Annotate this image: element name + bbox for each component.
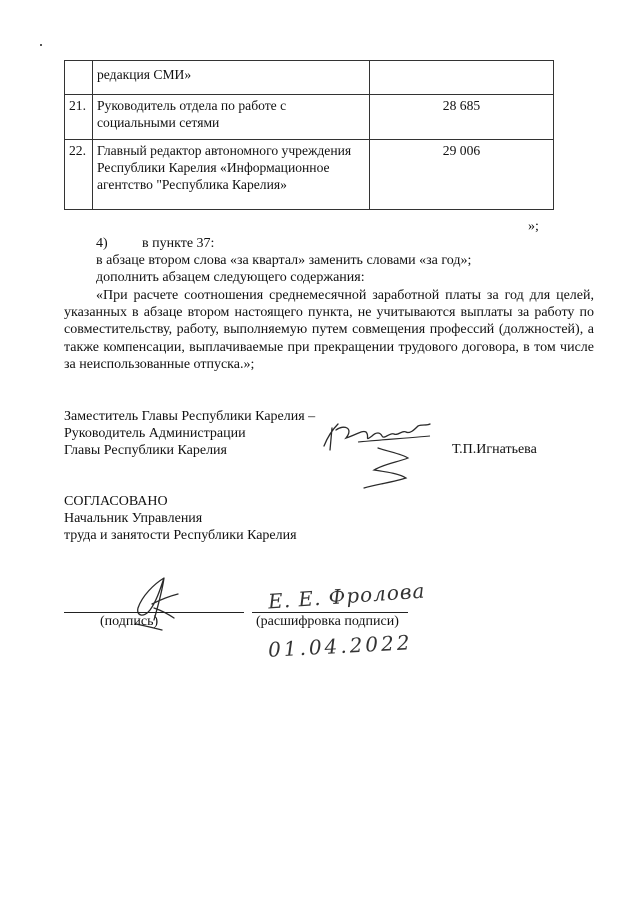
- approval-block: [64, 493, 297, 544]
- position-name: редакция СМИ»: [93, 61, 370, 95]
- handwritten-date: 01.04.2022: [267, 630, 414, 662]
- closing-quote: »;: [528, 219, 539, 234]
- decoding-caption: (расшифровка подписи): [256, 614, 399, 629]
- signature-caption: (подпись): [100, 614, 159, 629]
- handwritten-signature-ignatieva: [318, 418, 442, 490]
- signer-title-line: Руководитель Администрации: [64, 426, 246, 441]
- row-number: 22.: [65, 140, 93, 210]
- signature-line: [64, 612, 244, 613]
- position-name: Главный редактор автономного учреждения Республики Карелия «Информационное агентство "Республика Карелия»: [93, 140, 370, 210]
- position-name: Руководитель отдела по работе с социальными сетями: [93, 95, 370, 140]
- approval-line: труда и занятости Республики Карелия: [64, 528, 297, 543]
- scan-speck: [40, 44, 42, 46]
- signer-name: Т.П.Игнатьева: [452, 442, 537, 457]
- table-row: [65, 95, 554, 140]
- new-paragraph-text: «При расчете соотношения среднемесячной заработной платы за год для целей, указанных в абзаце втором настоящего пункта, не учитываются выплаты за работу по совместительству, работу, выполняемую путем совмещения профессий (должностей), а также компенсации, выплачиваемые при прекращении трудового договора, в том числе за неиспользованные отпуска.»;: [64, 288, 594, 372]
- signer-title-line: Главы Республики Карелия: [64, 443, 227, 458]
- row-number: 21.: [65, 95, 93, 140]
- approval-heading: СОГЛАСОВАНО: [64, 494, 168, 509]
- position-value: 28 685: [370, 95, 554, 140]
- instruction-line: в абзаце втором слова «за квартал» заменить словами «за год»;: [96, 253, 472, 268]
- signer-block: [64, 408, 315, 459]
- row-number: [65, 61, 93, 95]
- item-text: в пункте 37:: [142, 236, 215, 251]
- instruction-line: дополнить абзацем следующего содержания:: [96, 270, 365, 285]
- decoding-line: [252, 612, 408, 613]
- item-number: 4): [96, 236, 108, 251]
- position-value: [370, 61, 554, 95]
- handwritten-name: Е. Е. Фролова: [267, 578, 427, 614]
- approval-line: Начальник Управления: [64, 511, 203, 526]
- position-rates-table: [64, 60, 554, 210]
- position-value: 29 006: [370, 140, 554, 210]
- table-row: [65, 61, 554, 95]
- table-row: [65, 140, 554, 210]
- signer-title-line: Заместитель Главы Республики Карелия –: [64, 409, 316, 424]
